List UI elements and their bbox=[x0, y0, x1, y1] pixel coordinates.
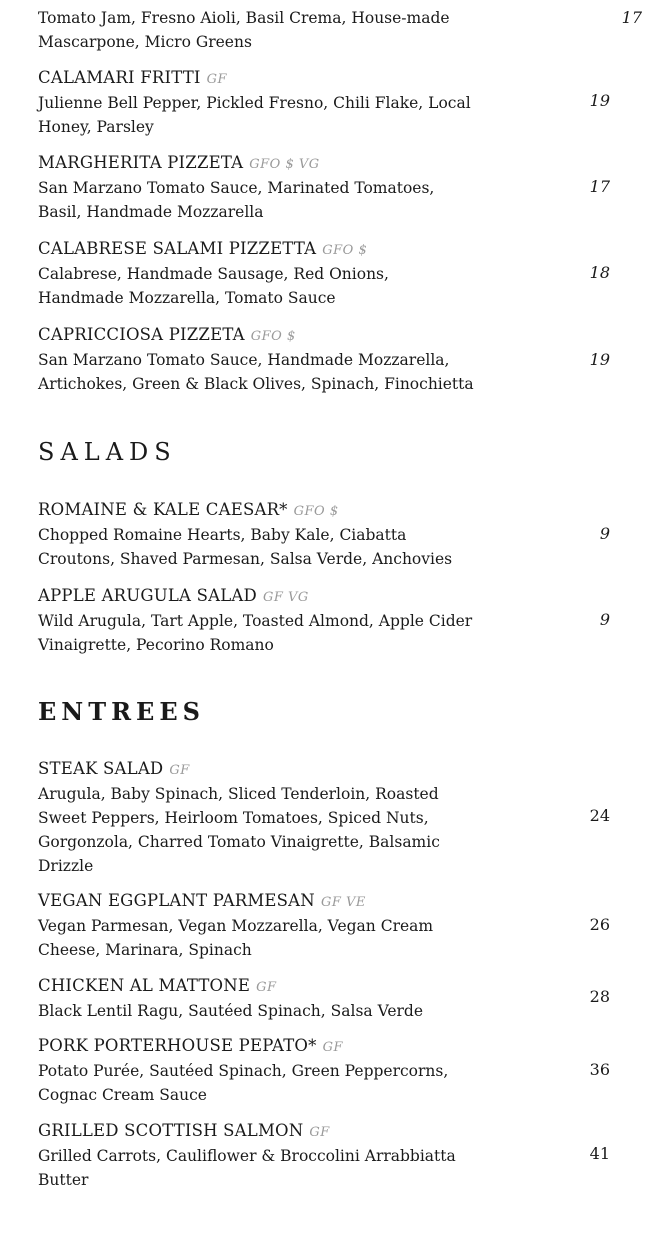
item-name: MARGHERITA PIZZETA bbox=[38, 153, 244, 172]
item-price: 24 bbox=[589, 806, 610, 825]
top-item-description: Tomato Jam, Fresno Aioli, Basil Crema, House-made Mascarpone, Micro Greens bbox=[38, 9, 450, 51]
item-price: 19 bbox=[589, 350, 610, 369]
diet-tags: GF bbox=[206, 72, 228, 87]
menu-item-capricciosa bbox=[38, 324, 618, 396]
menu-item-steak-salad bbox=[38, 758, 618, 878]
item-description: Julienne Bell Pepper, Pickled Fresno, Chili Flake, Local Honey, Parsley bbox=[38, 94, 471, 136]
menu-item-apple-arugula bbox=[38, 585, 618, 657]
item-description: Grilled Carrots, Cauliflower & Broccolini Arrabbiatta Butter bbox=[38, 1147, 456, 1189]
menu-item-margherita bbox=[38, 152, 618, 224]
item-name: VEGAN EGGPLANT PARMESAN bbox=[38, 891, 315, 910]
item-name: CALABRESE SALAMI PIZZETTA bbox=[38, 239, 317, 258]
item-description: San Marzano Tomato Sauce, Handmade Mozzarella, Artichokes, Green & Black Olives, Spinach, Finochietta bbox=[38, 351, 474, 393]
menu-item-vegan-eggplant bbox=[38, 890, 618, 962]
item-name: STEAK SALAD bbox=[38, 759, 164, 778]
menu-item-scottish-salmon bbox=[38, 1120, 618, 1192]
item-name: CHICKEN AL MATTONE bbox=[38, 976, 251, 995]
item-price: 41 bbox=[589, 1144, 610, 1163]
item-name: CAPRICCIOSA PIZZETA bbox=[38, 325, 245, 344]
diet-tags: GFO $ bbox=[250, 329, 296, 344]
diet-tags: GFO $ bbox=[322, 243, 368, 258]
diet-tags: GF bbox=[169, 763, 190, 778]
diet-tags: GF bbox=[322, 1040, 344, 1055]
diet-tags: GF VG bbox=[262, 590, 309, 605]
diet-tags: GFO $ bbox=[293, 504, 339, 519]
item-price: 26 bbox=[589, 915, 610, 934]
top-item-price: 17 bbox=[621, 8, 642, 27]
diet-tags: GFO $ VG bbox=[249, 157, 320, 172]
item-name: PORK PORTERHOUSE PEPATO* bbox=[38, 1036, 317, 1055]
item-price: 19 bbox=[589, 91, 610, 110]
diet-tags: GF VE bbox=[320, 895, 366, 910]
menu-item-calabrese bbox=[38, 238, 618, 310]
section-title-entrees: ENTREES bbox=[38, 697, 205, 726]
item-description: Wild Arugula, Tart Apple, Toasted Almond, Apple Cider Vinaigrette, Pecorino Romano bbox=[38, 612, 473, 654]
item-description: Chopped Romaine Hearts, Baby Kale, Ciabatta Croutons, Shaved Parmesan, Salsa Verde, Anchovies bbox=[38, 526, 453, 568]
item-name: CALAMARI FRITTI bbox=[38, 68, 201, 87]
item-price: 28 bbox=[589, 987, 610, 1006]
item-description: Calabrese, Handmade Sausage, Red Onions, Handmade Mozzarella, Tomato Sauce bbox=[38, 265, 389, 307]
item-name: APPLE ARUGULA SALAD bbox=[38, 586, 257, 605]
item-name: GRILLED SCOTTISH SALMON bbox=[38, 1121, 304, 1140]
item-price: 18 bbox=[589, 263, 610, 282]
menu-item-calamari bbox=[38, 67, 618, 139]
item-price: 9 bbox=[599, 610, 610, 629]
menu-item-caesar bbox=[38, 499, 618, 571]
item-description: Arugula, Baby Spinach, Sliced Tenderloin, Roasted Sweet Peppers, Heirloom Tomatoes, Spiced Nuts, Gorgonzola, Charred Tomato Vinaigrette, Balsamic Drizzle bbox=[38, 785, 440, 875]
menu-item-pork-porterhouse bbox=[38, 1035, 618, 1107]
item-price: 36 bbox=[589, 1060, 610, 1079]
item-name: ROMAINE & KALE CAESAR* bbox=[38, 500, 288, 519]
diet-tags: GF bbox=[256, 980, 277, 995]
menu-item-chicken-mattone bbox=[38, 975, 618, 1023]
item-description: Potato Purée, Sautéed Spinach, Green Peppercorns, Cognac Cream Sauce bbox=[38, 1062, 449, 1104]
item-description: San Marzano Tomato Sauce, Marinated Tomatoes, Basil, Handmade Mozzarella bbox=[38, 179, 435, 221]
item-description: Black Lentil Ragu, Sautéed Spinach, Salsa Verde bbox=[38, 1002, 424, 1020]
item-description: Vegan Parmesan, Vegan Mozzarella, Vegan Cream Cheese, Marinara, Spinach bbox=[38, 917, 434, 959]
item-price: 9 bbox=[599, 524, 610, 543]
section-title-salads: SALADS bbox=[38, 438, 177, 466]
diet-tags: GF bbox=[309, 1125, 330, 1140]
item-price: 17 bbox=[589, 177, 610, 196]
